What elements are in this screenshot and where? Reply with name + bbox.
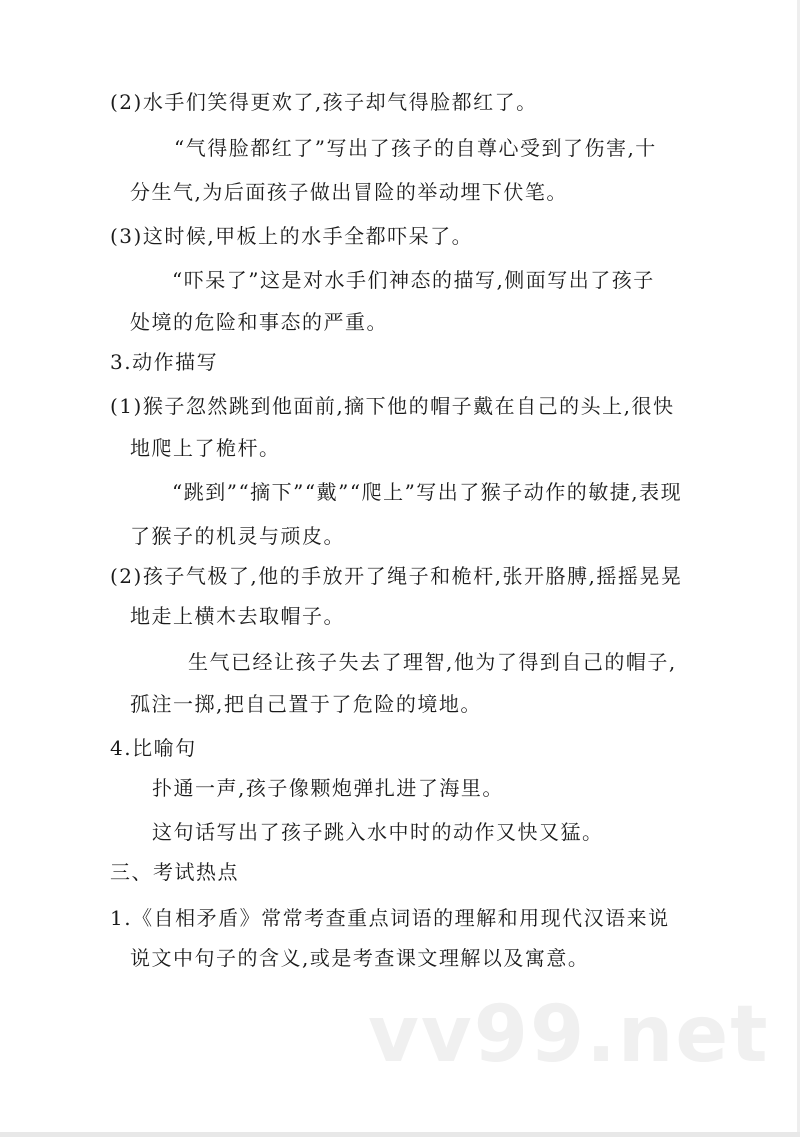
text-line: 扑通一声,孩子像颗炮弹扎进了海里。 (152, 776, 504, 800)
text-line: 处境的危险和事态的严重。 (130, 310, 388, 334)
page-bottom-edge (0, 1132, 800, 1137)
text-line: “吓呆了”这是对水手们神态的描写,侧面写出了孩子 (172, 268, 655, 292)
text-line: 1.《自相矛盾》常常考查重点词语的理解和用现代汉语来说 (110, 906, 670, 930)
section-heading: 4.比喻句 (110, 736, 197, 760)
section-heading: 三、考试热点 (110, 860, 239, 884)
text-line: “气得脸都红了”写出了孩子的自尊心受到了伤害,十 (174, 136, 657, 160)
text-line: 分生气,为后面孩子做出冒险的举动埋下伏笔。 (130, 180, 568, 204)
watermark: vv99.net (368, 990, 770, 1080)
text-line: (3)这时候,甲板上的水手全都吓呆了。 (110, 224, 474, 248)
text-line: 地走上横木去取帽子。 (130, 604, 345, 628)
text-line: 这句话写出了孩子跳入水中时的动作又快又猛。 (152, 820, 604, 844)
text-line: (2)孩子气极了,他的手放开了绳子和桅杆,张开胳膊,摇摇晃晃 (110, 564, 683, 588)
text-line: 地爬上了桅杆。 (130, 436, 281, 460)
text-line: 生气已经让孩子失去了理智,他为了得到自己的帽子, (188, 650, 677, 674)
text-line: 了猴子的机灵与顽皮。 (130, 524, 345, 548)
text-line: “跳到”“摘下”“戴”“爬上”写出了猴子动作的敏捷,表现 (172, 480, 683, 504)
text-line: 孤注一掷,把自己置于了危险的境地。 (130, 692, 482, 716)
text-line: (2)水手们笑得更欢了,孩子却气得脸都红了。 (110, 90, 538, 114)
text-line: (1)猴子忽然跳到他面前,摘下他的帽子戴在自己的头上,很快 (110, 394, 675, 418)
section-heading: 3.动作描写 (110, 350, 219, 374)
text-line: 说文中句子的含义,或是考查课文理解以及寓意。 (130, 946, 590, 970)
